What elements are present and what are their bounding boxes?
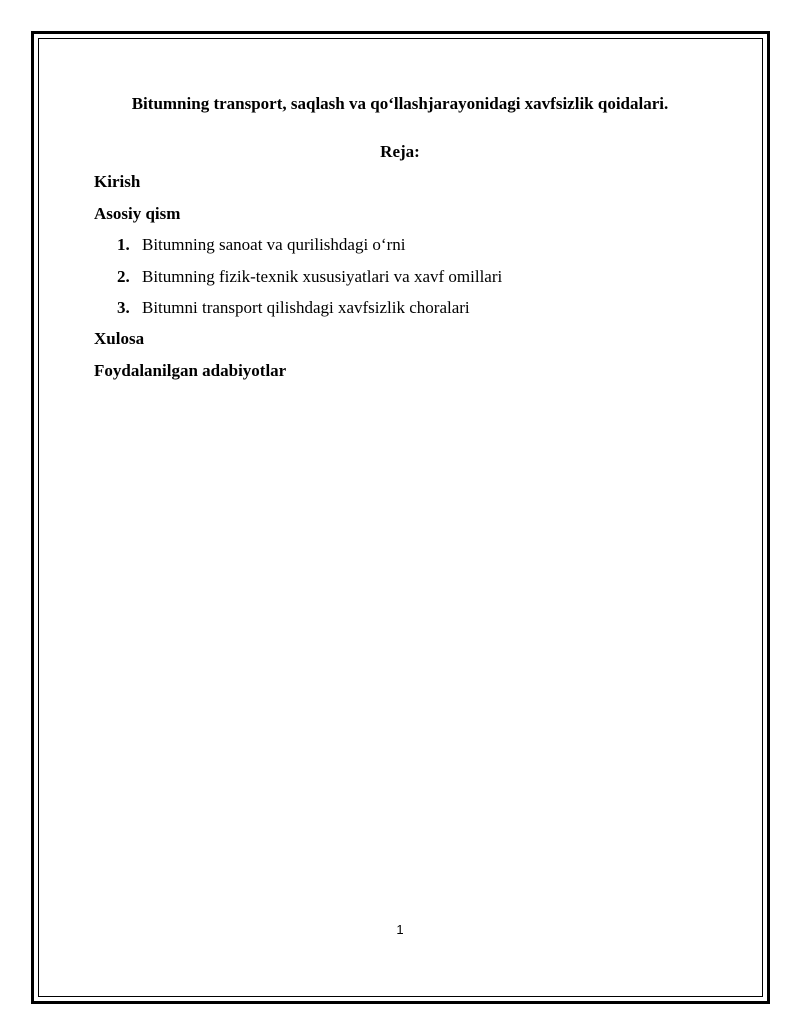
page-number: 1 [396, 922, 404, 937]
document-title: Bitumning transport, saqlash va qo‘llashjarayonidagi xavfsizlik qoidalari. [131, 94, 669, 113]
section-conclusion: Xulosa [94, 329, 145, 348]
section-intro: Kirish [94, 172, 141, 191]
list-item-text: Bitumning sanoat va qurilishdagi o‘rni [142, 235, 406, 254]
list-item-text: Bitumni transport qilishdagi xavfsizlik choralari [142, 298, 470, 317]
list-item [117, 234, 405, 256]
list-item-number: 1. [117, 235, 130, 254]
section-main-part: Asosiy qism [94, 204, 181, 223]
list-item [117, 266, 502, 288]
page-border-inner [38, 38, 763, 997]
list-item-number: 3. [117, 298, 130, 317]
list-item-number: 2. [117, 267, 130, 286]
list-item [117, 297, 470, 319]
plan-heading: Reja: [380, 142, 420, 161]
section-references: Foydalanilgan adabiyotlar [94, 361, 287, 380]
list-item-text: Bitumning fizik-texnik xususiyatlari va xavf omillari [142, 267, 503, 286]
